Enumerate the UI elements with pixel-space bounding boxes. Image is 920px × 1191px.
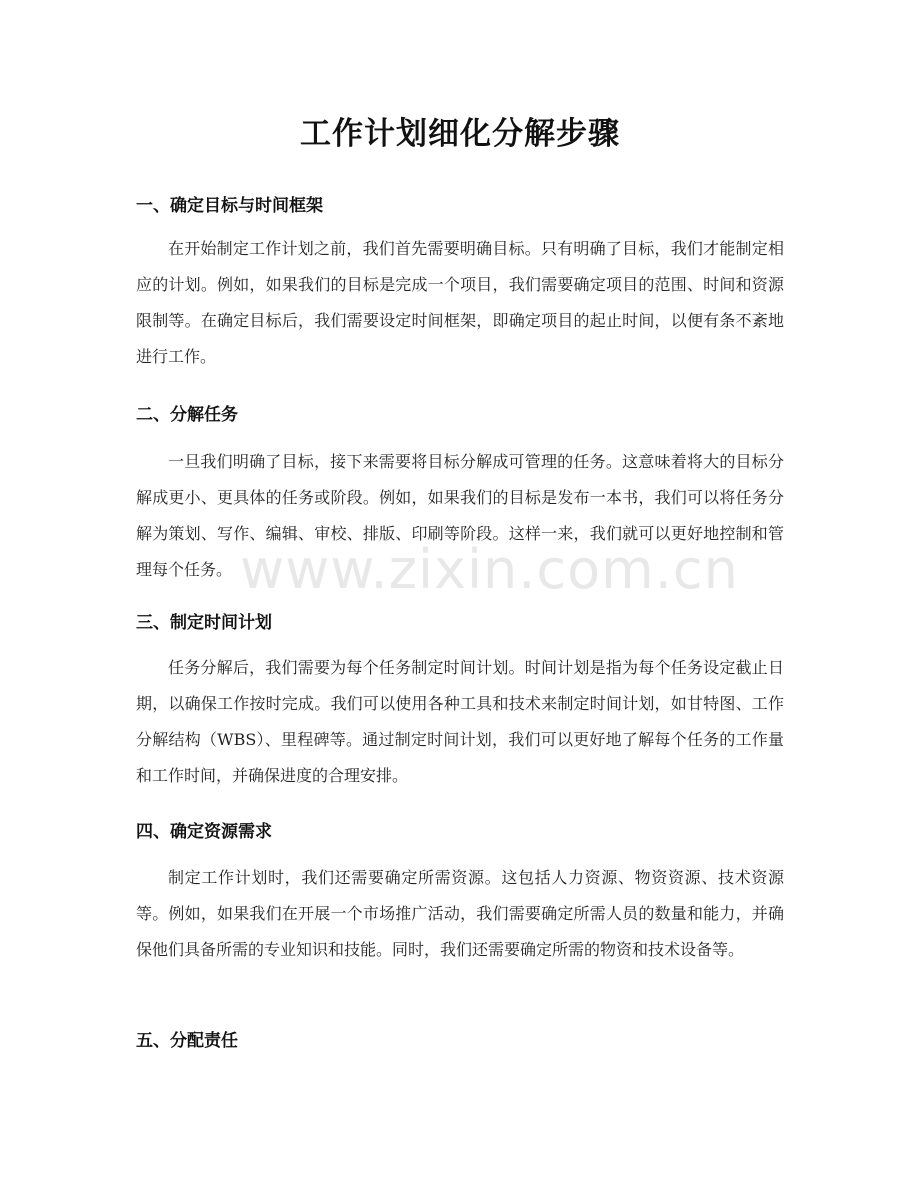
section-heading-1: 一、确定目标与时间框架 [136, 196, 323, 216]
section-paragraph-1: 在开始制定工作计划之前，我们首先需要明确目标。只有明确了目标，我们才能制定相应的计划。例如，如果我们的目标是完成一个项目，我们需要确定项目的范围、时间和资源限制等。在确定目标后，我们需要设定时间框架，即确定项目的起止时间，以便有条不紊地进行工作。 [136, 239, 784, 366]
section-paragraph-2: 一旦我们明确了目标，接下来需要将目标分解成可管理的任务。这意味着将大的目标分解成更小、更具体的任务或阶段。例如，如果我们的目标是发布一本书，我们可以将任务分解为策划、写作、编辑、审校、排版、印刷等阶段。这样一来，我们就可以更好地控制和管理每个任务。 [136, 452, 784, 579]
section-heading-4: 四、确定资源需求 [136, 822, 272, 842]
section-paragraph-3: 任务分解后，我们需要为每个任务制定时间计划。时间计划是指为每个任务设定截止日期，以确保工作按时完成。我们可以使用各种工具和技术来制定时间计划，如甘特图、工作分解结构（WBS）、里程碑等。通过制定时间计划，我们可以更好地了解每个任务的工作量和工作时间，并确保进度的合理安排。 [136, 658, 784, 785]
watermark: www.zixin.com.cn [240, 538, 739, 601]
page-title: 工作计划细化分解步骤 [300, 116, 620, 152]
section-heading-2: 二、分解任务 [136, 405, 238, 425]
section-paragraph-4: 制定工作计划时，我们还需要确定所需资源。这包括人力资源、物资资源、技术资源等。例如，如果我们在开展一个市场推广活动，我们需要确定所需人员的数量和能力，并确保他们具备所需的专业知识和技能。同时，我们还需要确定所需的物资和技术设备等。 [136, 868, 784, 959]
section-heading-3: 三、制定时间计划 [136, 613, 272, 633]
section-heading-5: 五、分配责任 [136, 1031, 238, 1051]
